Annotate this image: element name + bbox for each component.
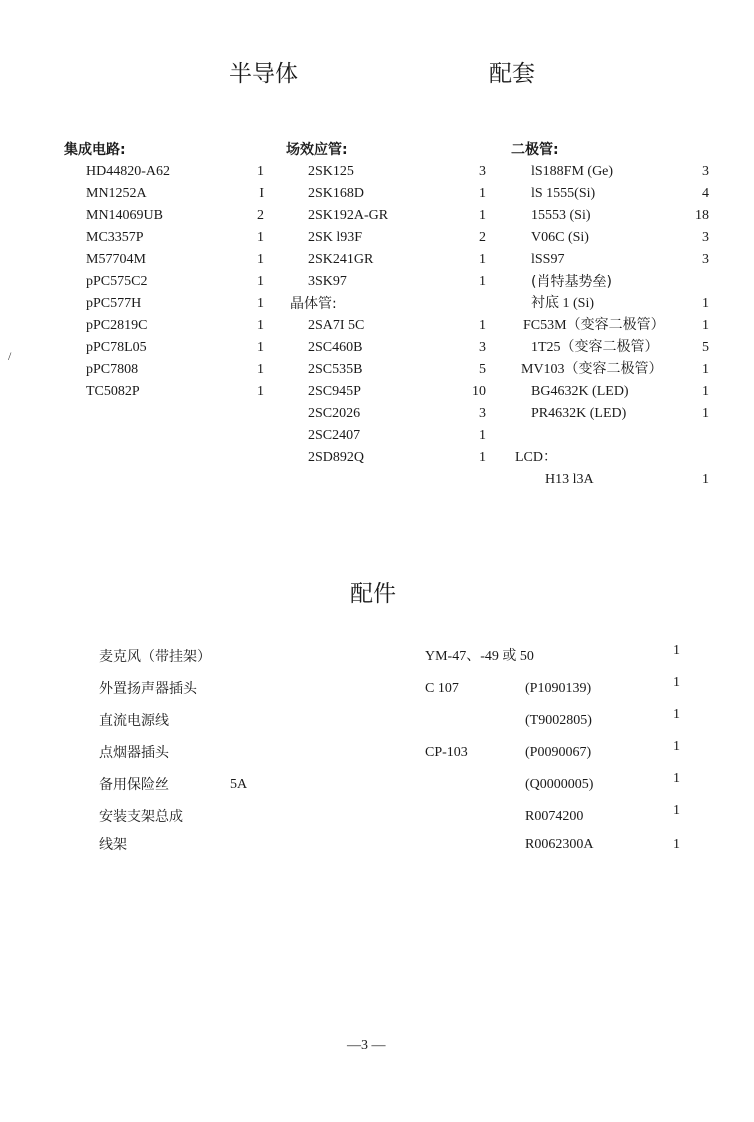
- accessory-qty: 1: [673, 771, 680, 786]
- fet-heading: 场效应管:: [286, 142, 348, 158]
- list-item: [286, 337, 486, 359]
- list-item: [511, 227, 709, 249]
- part-name: 衬底 1 (Si): [531, 296, 594, 311]
- part-name: 2SK168D: [308, 186, 365, 201]
- part-qty: 1: [479, 186, 486, 201]
- list-item: [64, 337, 264, 359]
- list-item: [511, 359, 709, 381]
- part-qty: 3: [479, 340, 486, 355]
- list-item: [511, 271, 709, 293]
- part-name: 2SC945P: [308, 384, 361, 399]
- part-name: PR4632K (LED): [531, 406, 627, 421]
- part-name: FC53M（变容二极管）: [523, 318, 665, 333]
- part-qty: 1: [479, 318, 486, 333]
- lcd-heading-row: [511, 447, 709, 469]
- part-name: pPC2819C: [86, 318, 148, 333]
- part-qty: 1: [257, 340, 264, 355]
- list-item: [511, 293, 709, 315]
- part-qty: 1: [257, 296, 264, 311]
- part-qty: 1: [702, 384, 709, 399]
- list-item: [64, 271, 264, 293]
- part-qty: 2: [479, 230, 486, 245]
- page-number: —3 —: [347, 1038, 386, 1053]
- accessory-spec: 5A: [230, 777, 248, 792]
- part-name: 15553 (Si): [531, 208, 591, 223]
- part-name: lS 1555(Si): [531, 186, 596, 201]
- accessory-code: (P1090139): [525, 681, 592, 696]
- part-name: pPC575C2: [86, 274, 148, 289]
- part-name: lSS97: [531, 252, 565, 267]
- spacer: [511, 425, 709, 447]
- part-name: MN1252A: [86, 186, 147, 201]
- list-item: [64, 205, 264, 227]
- part-qty: 1: [479, 208, 486, 223]
- accessory-code: (P0090067): [525, 745, 592, 760]
- part-name: pPC78L05: [86, 340, 147, 355]
- list-item: [64, 161, 264, 183]
- part-qty: I: [259, 186, 264, 201]
- transistor-heading-row: [286, 293, 486, 315]
- part-qty: 10: [472, 384, 486, 399]
- ic-heading: 集成电路:: [64, 142, 126, 158]
- part-name: 2SK125: [308, 164, 354, 179]
- part-name: MC3357P: [86, 230, 144, 245]
- list-item: [511, 183, 709, 205]
- part-name: HD44820-A62: [86, 164, 170, 179]
- part-name: 2SD892Q: [308, 450, 365, 465]
- accessory-model: YM-47、-49 或 50: [425, 649, 534, 664]
- part-qty: 1: [257, 274, 264, 289]
- part-name: 1T25（变容二极管）: [531, 340, 659, 355]
- list-item: [286, 447, 486, 469]
- ic-column: [64, 139, 264, 403]
- accessory-qty: 1: [673, 643, 680, 658]
- list-item: [511, 315, 709, 337]
- list-item: [511, 161, 709, 183]
- accessory-qty: 1: [673, 675, 680, 690]
- part-qty: 3: [479, 164, 486, 179]
- lcd-heading: LCD：: [515, 450, 557, 465]
- part-qty: 1: [479, 252, 486, 267]
- list-item: [64, 183, 264, 205]
- part-qty: 1: [702, 318, 709, 333]
- accessory-name: 备用保险丝: [99, 777, 169, 793]
- accessory-name: 直流电源线: [99, 713, 169, 729]
- part-name: lS188FM (Ge): [531, 164, 614, 179]
- list-item: [286, 205, 486, 227]
- fet-heading-row: [286, 139, 486, 160]
- list-item: [511, 381, 709, 403]
- part-name: 2SC2407: [308, 428, 361, 443]
- part-qty: 1: [257, 384, 264, 399]
- part-name: pPC577H: [86, 296, 142, 311]
- part-qty: 1: [257, 252, 264, 267]
- accessory-name: 点烟器插头: [99, 745, 169, 761]
- diode-lcd-column: [511, 139, 709, 491]
- diode-heading: 二极管:: [511, 142, 559, 158]
- list-item: [64, 359, 264, 381]
- list-item: [286, 315, 486, 337]
- part-name: V06C (Si): [531, 230, 589, 245]
- part-name: 2SC2026: [308, 406, 361, 421]
- list-item: [64, 315, 264, 337]
- list-item: [99, 739, 689, 774]
- part-qty: 18: [695, 208, 709, 223]
- part-qty: 1: [257, 318, 264, 333]
- part-name: MN14069UB: [86, 208, 164, 223]
- list-item: [286, 271, 486, 293]
- accessory-name: 外置扬声器插头: [99, 681, 197, 697]
- part-name: 2SC460B: [308, 340, 363, 355]
- part-qty: 1: [479, 428, 486, 443]
- part-qty: 3: [702, 252, 709, 267]
- matching-title: 配套: [489, 61, 535, 87]
- list-item: [64, 249, 264, 271]
- diode-heading-row: [511, 139, 709, 160]
- list-item: [64, 227, 264, 249]
- list-item: [286, 359, 486, 381]
- part-name: 2SK241GR: [308, 252, 374, 267]
- part-name: TC5082P: [86, 384, 140, 399]
- part-qty: 1: [702, 362, 709, 377]
- part-qty: 1: [702, 406, 709, 421]
- part-qty: 1: [257, 164, 264, 179]
- part-qty: 4: [702, 186, 709, 201]
- accessory-name: 麦克风（带挂架）: [99, 649, 211, 665]
- part-name: BG4632K (LED): [531, 384, 629, 399]
- accessory-qty: 1: [673, 803, 680, 818]
- list-item: [99, 834, 689, 862]
- part-qty: 2: [257, 208, 264, 223]
- list-item: [286, 249, 486, 271]
- margin-mark: /: [8, 349, 12, 363]
- list-item: [286, 183, 486, 205]
- list-item: [511, 469, 709, 491]
- semiconductors-title: 半导体: [229, 61, 298, 87]
- part-qty: 3: [702, 230, 709, 245]
- part-note: (肖特基势垒): [531, 274, 612, 290]
- part-name: H13 l3A: [545, 472, 594, 487]
- list-item: [99, 707, 689, 742]
- accessory-qty: 1: [673, 707, 680, 722]
- accessory-model: C 107: [425, 681, 459, 696]
- part-name: 2SA7I 5C: [308, 318, 365, 333]
- part-name: pPC7808: [86, 362, 139, 377]
- fet-transistor-column: [286, 139, 486, 469]
- part-qty: 1: [479, 274, 486, 289]
- part-qty: 1: [702, 296, 709, 311]
- part-qty: 3: [702, 164, 709, 179]
- part-qty: 5: [479, 362, 486, 377]
- list-item: [99, 643, 689, 678]
- list-item: [99, 675, 689, 710]
- list-item: [99, 803, 689, 834]
- list-item: [511, 337, 709, 359]
- transistor-heading: 晶体管:: [290, 296, 337, 312]
- list-item: [286, 227, 486, 249]
- accessory-name: 安装支架总成: [99, 809, 183, 825]
- accessory-qty: 1: [673, 739, 680, 754]
- list-item: [286, 403, 486, 425]
- accessory-code: R0074200: [525, 809, 584, 824]
- part-name: M57704M: [86, 252, 146, 267]
- accessory-code: (T9002805): [525, 713, 592, 728]
- list-item: [511, 205, 709, 227]
- part-name: 2SC535B: [308, 362, 363, 377]
- accessories-list: [99, 643, 689, 862]
- part-name: 2SK192A-GR: [308, 208, 389, 223]
- part-qty: 1: [257, 362, 264, 377]
- accessory-name: 线架: [99, 837, 127, 853]
- accessory-code: (Q0000005): [525, 777, 594, 792]
- part-qty: 1: [702, 472, 709, 487]
- accessories-title: 配件: [350, 581, 396, 607]
- part-qty: 1: [257, 230, 264, 245]
- part-qty: 1: [479, 450, 486, 465]
- list-item: [511, 403, 709, 425]
- list-item: [286, 381, 486, 403]
- ic-heading-row: [64, 139, 264, 160]
- list-item: [99, 771, 689, 806]
- list-item: [286, 161, 486, 183]
- part-name: 3SK97: [308, 274, 347, 289]
- part-name: MV103（变容二极管）: [521, 362, 663, 377]
- list-item: [64, 381, 264, 403]
- accessory-qty: 1: [673, 837, 680, 852]
- part-name: 2SK l93F: [308, 230, 363, 245]
- accessory-code: R0062300A: [525, 837, 594, 852]
- part-qty: 3: [479, 406, 486, 421]
- list-item: [511, 249, 709, 271]
- list-item: [64, 293, 264, 315]
- list-item: [286, 425, 486, 447]
- accessory-model: CP-103: [425, 745, 468, 760]
- part-qty: 5: [702, 340, 709, 355]
